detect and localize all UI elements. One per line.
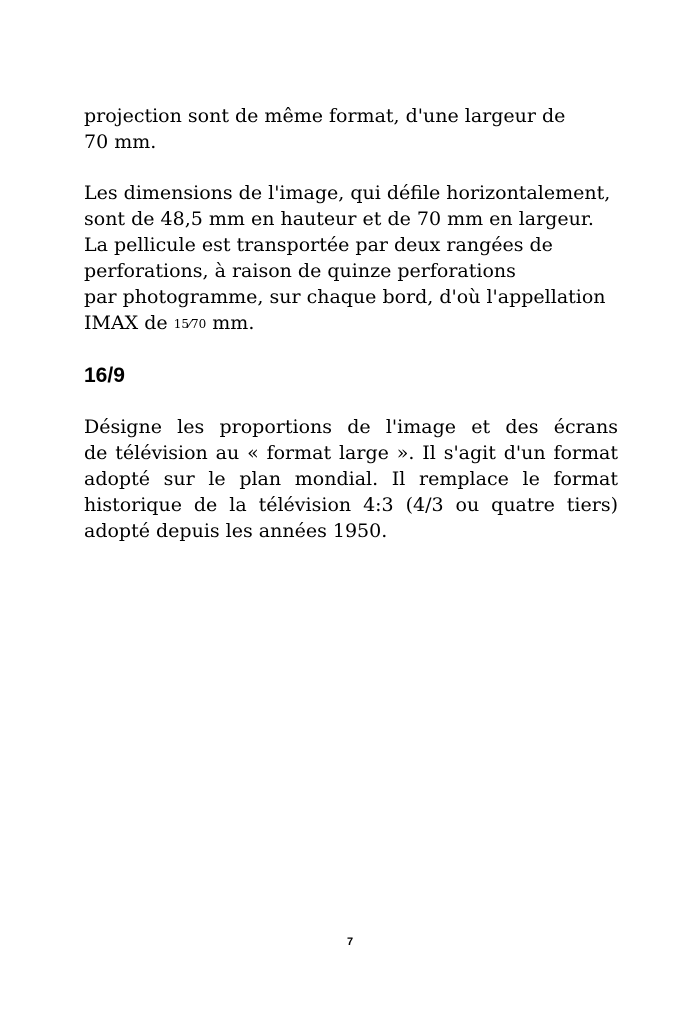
text-line: adopté sur le plan mondial. Il remplace le format — [84, 468, 618, 490]
page-number: 7 — [346, 936, 354, 948]
imax-suffix: mm. — [206, 312, 255, 334]
page-body — [84, 103, 618, 569]
text-line: projection sont de même format, d'une largeur de — [84, 105, 566, 127]
text-line: de télévision au « format large ». Il s'agit d'un format — [84, 442, 618, 464]
text-line: 70 mm. — [84, 131, 157, 153]
text-line: Les dimensions de l'image, qui défile horizontalement, — [84, 182, 611, 204]
text-line: La pellicule est transportée par deux rangées de — [84, 234, 553, 256]
text-line: adopté depuis les années 1950. — [84, 520, 388, 542]
imax-prefix: IMAX de — [84, 312, 174, 334]
text-line-imax — [84, 310, 618, 338]
paragraph-imax-format — [84, 103, 618, 155]
section-heading-16-9: 16/9 — [84, 364, 125, 387]
text-line: perforations, à raison de quinze perforations — [84, 260, 516, 282]
paragraph-imax-dimensions — [84, 180, 618, 338]
text-line: Désigne les proportions de l'image et des écrans — [84, 416, 618, 438]
text-line: sont de 48,5 mm en hauteur et de 70 mm en largeur. — [84, 208, 594, 230]
text-line: par photogramme, sur chaque bord, d'où l'appellation — [84, 286, 606, 308]
text-line: historique de la télévision 4:3 (4/3 ou quatre tiers) — [84, 494, 618, 516]
paragraph-16-9-definition — [84, 414, 618, 544]
imax-fraction: 15⁄70 — [173, 317, 207, 331]
